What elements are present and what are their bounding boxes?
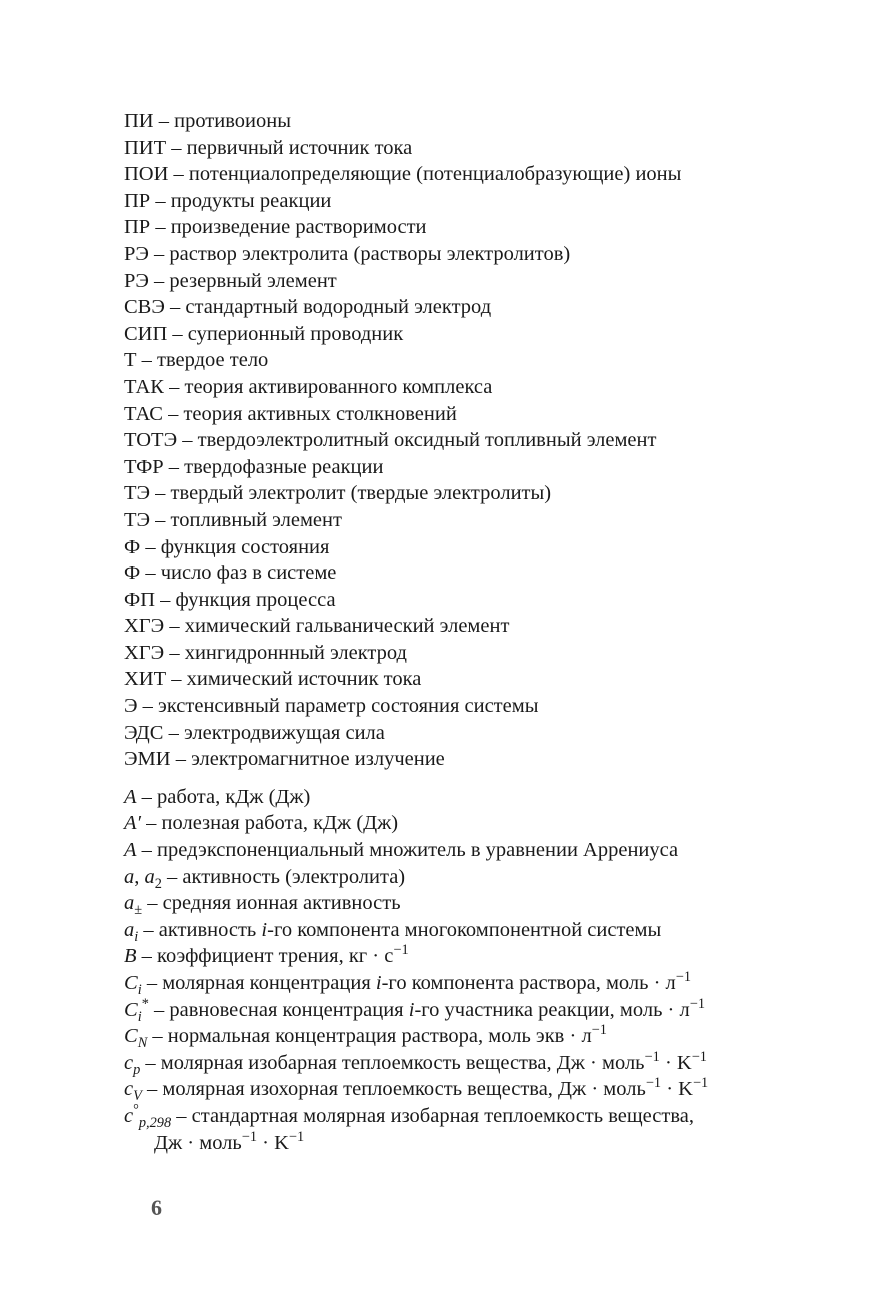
symbol: a: [124, 918, 135, 941]
abbreviation-item: СИП – суперионный проводник: [124, 322, 404, 345]
symbol-definition: · K: [661, 1078, 693, 1101]
symbol-item-normal-concentration: [124, 1023, 824, 1050]
symbol-item-component-activity: [124, 917, 824, 944]
symbol: a: [124, 865, 135, 888]
symbol-definition: – молярная изохорная теплоемкость вещества, Дж · моль: [141, 1078, 646, 1101]
symbol-subscript: i: [137, 982, 142, 999]
symbol: C: [124, 972, 138, 994]
symbol-definition: -го участника реакции, моль · л: [414, 998, 690, 1021]
symbol-definition: · K: [659, 1051, 692, 1074]
index-symbol: i: [375, 972, 382, 994]
symbol: c: [124, 1104, 134, 1127]
symbol-item-equilibrium-concentration: [124, 997, 824, 1024]
abbreviation-item: ПР – продукты реакции: [124, 189, 332, 212]
symbol-definition: – работа, кДж (Дж): [136, 785, 311, 808]
symbol-item-friction: [124, 943, 824, 970]
abbreviation-item: ТАС – теория активных столкновений: [124, 402, 457, 425]
symbol-definition: – молярная изобарная теплоемкость вещества, Дж · моль: [140, 1051, 645, 1074]
symbol-superscript: °: [133, 1102, 139, 1119]
symbol-definition: · K: [257, 1131, 289, 1154]
symbol-definition: – активность: [138, 918, 262, 941]
abbreviation-item: СВЭ – стандартный водородный электрод: [124, 296, 492, 319]
symbol-definition: – активность (электролита): [161, 865, 406, 888]
symbol-superscript: *: [141, 995, 149, 1012]
symbol-definition: -го компонента раствора, моль · л: [381, 972, 676, 994]
symbol-item-standard-heat-capacity: [124, 1103, 824, 1130]
symbol: C: [124, 1025, 138, 1048]
abbreviation-item: ПИТ – первичный источник тока: [124, 136, 413, 159]
abbreviation-item: Т – твердое тело: [124, 349, 269, 372]
symbol-separator: ,: [134, 865, 145, 888]
abbreviation-item: ЭДС – электродвижущая сила: [124, 721, 385, 744]
symbol-list: [124, 784, 824, 1156]
abbreviation-item: ТФР – твердофазные реакции: [124, 455, 384, 478]
page-number: 6: [151, 1195, 162, 1220]
symbol-superscript: −1: [288, 1128, 305, 1145]
symbol: a: [124, 892, 135, 915]
abbreviation-item: ПР – произведение растворимости: [124, 216, 427, 239]
symbol: c: [124, 1051, 134, 1074]
abbreviation-item: ТЭ – твердый электролит (твердые электролиты): [124, 482, 552, 505]
symbol-definition: Дж · моль: [154, 1131, 242, 1154]
symbol-subscript: N: [137, 1035, 148, 1052]
symbol-superscript: −1: [691, 1048, 707, 1065]
abbreviation-item: ТОТЭ – твердоэлектролитный оксидный топливный элемент: [124, 429, 657, 452]
abbreviation-list: [124, 108, 824, 773]
symbol-subscript: p: [133, 1061, 141, 1078]
abbreviation-item: Ф – функция состояния: [124, 535, 330, 558]
abbreviation-item: ТАК – теория активированного комплекса: [124, 375, 493, 398]
abbreviation-item: ПИ – противоионы: [124, 110, 291, 132]
symbol: A′: [124, 812, 142, 835]
symbol-definition: -го компонента многокомпонентной системы: [267, 918, 662, 941]
symbol-superscript: −1: [644, 1048, 660, 1065]
index-symbol: i: [408, 998, 415, 1021]
symbol-superscript: −1: [689, 995, 705, 1012]
symbol-item-useful-work: [124, 810, 824, 837]
symbol-superscript: −1: [591, 1022, 607, 1039]
symbol-item-activity: [124, 864, 824, 891]
symbol-subscript: i: [134, 928, 139, 945]
symbol-superscript: −1: [241, 1128, 258, 1145]
index-symbol: i: [261, 918, 268, 941]
symbol-item-molar-concentration: [124, 970, 824, 997]
abbreviation-item: ФП – функция процесса: [124, 588, 336, 611]
symbol-definition: – средняя ионная активность: [142, 892, 401, 915]
symbol-item-isochoric-heat-capacity: [124, 1076, 824, 1103]
symbol-item-standard-heat-capacity-cont: [124, 1130, 824, 1157]
abbreviation-item: ХИТ – химический источник тока: [124, 668, 422, 691]
abbreviation-item: Э – экстенсивный параметр состояния системы: [124, 695, 539, 718]
symbol-definition: – равновесная концентрация: [148, 998, 409, 1021]
symbol-item-isobaric-heat-capacity: [124, 1050, 824, 1077]
symbol-definition: – коэффициент трения, кг · с: [136, 945, 394, 968]
symbol: C: [124, 998, 138, 1021]
symbol-item-work: [124, 784, 824, 811]
symbol-item-mean-ionic-activity: [124, 890, 824, 917]
symbol: A: [124, 839, 137, 862]
symbol-subscript: p,298: [138, 1115, 172, 1132]
abbreviation-item: РЭ – резервный элемент: [124, 269, 337, 292]
symbol: a: [144, 865, 155, 888]
symbol-superscript: −1: [645, 1075, 662, 1092]
symbol-definition: – нормальная концентрация раствора, моль экв · л: [147, 1025, 592, 1048]
symbol-definition: – стандартная молярная изобарная теплоемкость вещества,: [171, 1104, 694, 1127]
abbreviation-item: Ф – число фаз в системе: [124, 562, 337, 585]
symbol-definition: – предэкспоненциальный множитель в уравнении Аррениуса: [136, 839, 679, 862]
symbol-superscript: −1: [393, 942, 409, 959]
abbreviation-item: ХГЭ – хингидроннный электрод: [124, 641, 407, 664]
symbol-subscript: V: [133, 1088, 142, 1105]
symbol: c: [124, 1078, 134, 1101]
abbreviation-item: ТЭ – топливный элемент: [124, 508, 342, 531]
symbol-item-preexponential: [124, 837, 824, 864]
abbreviation-item: ХГЭ – химический гальванический элемент: [124, 615, 510, 638]
abbreviation-item: ЭМИ – электромагнитное излучение: [124, 748, 445, 771]
symbol-definition: – полезная работа, кДж (Дж): [141, 812, 399, 835]
symbol-definition: – молярная концентрация: [141, 972, 376, 994]
symbol: B: [124, 945, 137, 968]
symbol-subscript: ±: [134, 902, 143, 919]
abbreviation-item: ПОИ – потенциалопределяющие (потенциалобразующие) ионы: [124, 163, 682, 186]
symbol-superscript: −1: [675, 969, 692, 986]
symbol-subscript: 2: [154, 875, 162, 892]
symbol-subscript: i: [137, 1008, 142, 1025]
symbol-superscript: −1: [692, 1075, 709, 1092]
section-gap: [124, 773, 824, 784]
symbol: A: [124, 785, 137, 808]
abbreviation-item: РЭ – раствор электролита (растворы электролитов): [124, 242, 571, 265]
page-content: [124, 108, 824, 1156]
